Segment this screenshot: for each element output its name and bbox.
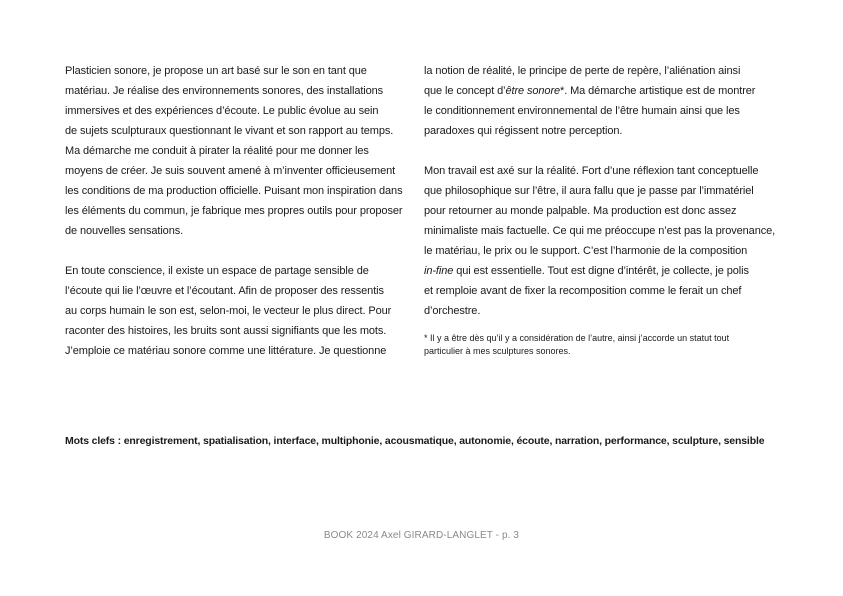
text-line: les éléments du commun, je fabrique mes propres outils pour proposer <box>65 205 403 217</box>
text-line: matériau. Je réalise des environnements sonores, des installations <box>65 85 384 97</box>
text-line: au corps humain le son est, selon-moi, le vecteur le plus direct. Pour <box>65 305 392 317</box>
text-line: J’emploie ce matériau sonore comme une littérature. Je questionne <box>65 345 387 357</box>
italic-term: in-fine <box>424 265 454 277</box>
text-line: moyens de créer. Je suis souvent amené à m’inventer officieusement <box>65 165 396 177</box>
text-line <box>424 261 784 281</box>
right-paragraph-1 <box>424 61 784 141</box>
text-line: l’écoute qui lie l’œuvre et l’écoutant. Afin de proposer des ressentis <box>65 285 384 297</box>
text-segment: que le concept d’ <box>424 85 506 97</box>
text-line: raconter des histoires, les bruits sont aussi signifiants que les mots. <box>65 325 387 337</box>
text-line: immersives et des expériences d’écoute. Le public évolue au sein <box>65 105 379 117</box>
text-line: le conditionnement environnemental de l’être humain ainsi que les <box>424 105 740 117</box>
text-line <box>424 81 784 101</box>
footnote-line: particulier à mes sculptures sonores. <box>424 346 571 356</box>
page-footer: BOOK 2024 Axel GIRARD-LANGLET - p. 3 <box>323 530 520 541</box>
text-line: d’orchestre. <box>424 305 481 317</box>
footnote <box>424 332 784 358</box>
text-line: les conditions de ma production officielle. Puisant mon inspiration dans <box>65 185 403 197</box>
text-line: le matériau, le prix ou le support. C’est l’harmonie de la composition <box>424 245 748 257</box>
text-line: minimaliste mais factuelle. Ce qui me préoccupe n’est pas la provenance, <box>424 225 776 237</box>
text-segment: *. Ma démarche artistique est de montrer <box>560 85 756 97</box>
text-line: paradoxes qui régissent notre perception. <box>424 125 623 137</box>
paragraph-gap <box>65 241 395 261</box>
text-line: Mon travail est axé sur la réalité. Fort d’une réflexion tant conceptuelle <box>424 165 759 177</box>
keywords-line: Mots clefs : enregistrement, spatialisation, interface, multiphonie, acousmatique, autonomie, écoute, narration, performance, sculpture, sensible <box>65 435 765 447</box>
left-column <box>65 61 403 361</box>
italic-term: être sonore <box>505 85 561 97</box>
text-line: Plasticien sonore, je propose un art basé sur le son en tant que <box>65 65 367 77</box>
footnote-line: * Il y a être dès qu’il y a considération de l’autre, ainsi j’accorde un statut tout <box>424 333 730 343</box>
text-line: pour retourner au monde palpable. Ma production est donc assez <box>424 205 737 217</box>
text-line: que philosophique sur l’être, il aura fallu que je passe par l’immatériel <box>424 185 754 197</box>
text-line: la notion de réalité, le principe de perte de repère, l’aliénation ainsi <box>424 65 741 77</box>
text-line: En toute conscience, il existe un espace de partage sensible de <box>65 265 369 277</box>
text-segment: qui est essentielle. Tout est digne d’intérêt, je collecte, je polis <box>453 265 749 277</box>
right-column <box>424 61 784 321</box>
text-line: Ma démarche me conduit à pirater la réalité pour me donner les <box>65 145 369 157</box>
left-paragraph-2 <box>65 261 395 361</box>
text-line: de sujets sculpturaux questionnant le vivant et son rapport au temps. <box>65 125 394 137</box>
right-paragraph-2 <box>424 161 784 321</box>
left-paragraph-1 <box>65 61 403 241</box>
paragraph-gap <box>424 141 784 161</box>
text-line: et remploie avant de fixer la recomposition comme le ferait un chef <box>424 285 742 297</box>
text-line: de nouvelles sensations. <box>65 225 184 237</box>
